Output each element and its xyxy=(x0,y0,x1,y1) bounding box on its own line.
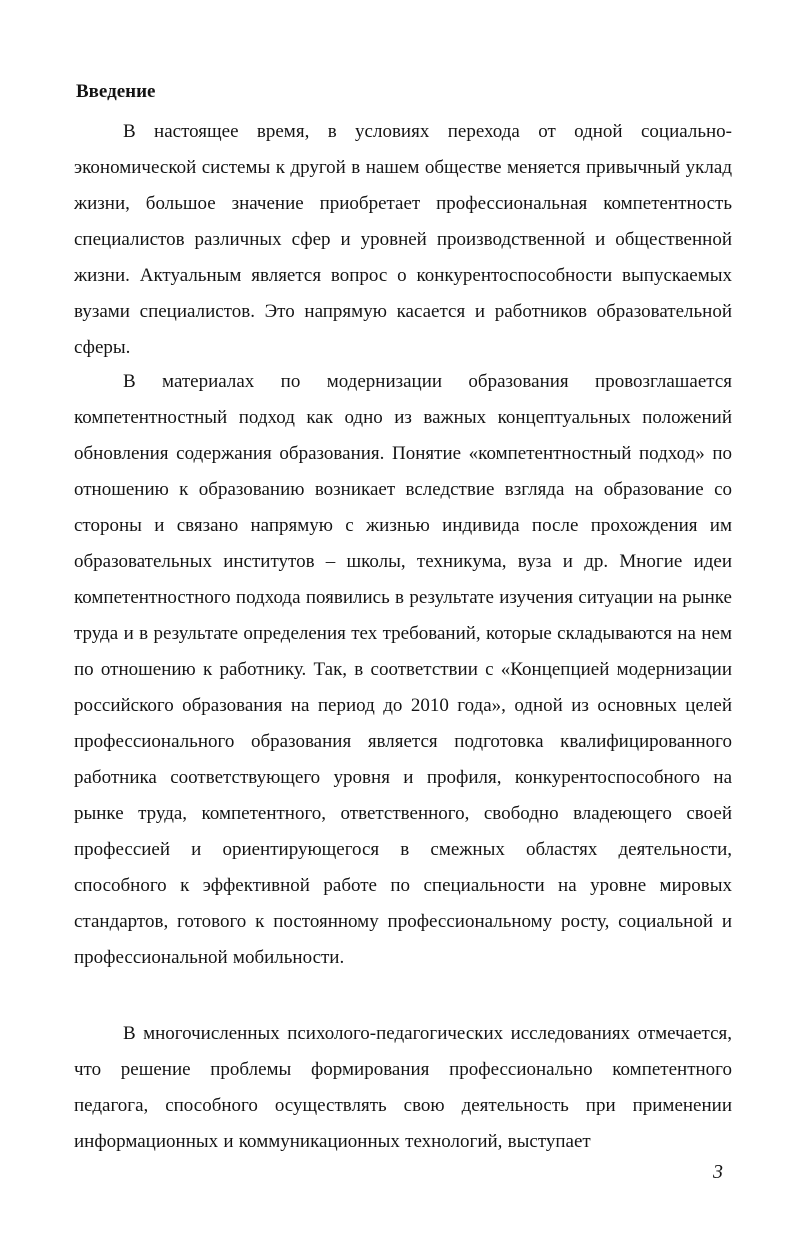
page-number: 3 xyxy=(713,1161,723,1183)
section-heading: Введение xyxy=(76,81,156,102)
paragraph-1: В настоящее время, в условиях перехода от одной социально-экономической системы к другой в нашем обществе меняется привычный уклад жизни, большое значение приобретает профессиональная компетентность специалистов различных сфер и уровней производственной и общественной жизни. Актуальным является вопрос о конкурентоспособности выпускаемых вузами специалистов. Это напрямую касается и работников образовательной сферы. xyxy=(74,121,732,358)
paragraph-3: В многочисленных психолого-педагогических исследованиях отмечается, что решение проблемы формирования профессионально компетентного педагога, способного осуществлять свою деятельность при применении информационных и коммуникационных технологий, выступает xyxy=(74,1023,732,1152)
paragraph-2: В материалах по модернизации образования провозглашается компетентностный подход как одно из важных концептуальных положений обновления содержания образования. Понятие «компетентностный подход» по отношению к образованию возникает вследствие взгляда на образование со стороны и связано напрямую с жизнью индивида после прохождения им образовательных институтов – школы, техникума, вуза и др. Многие идеи компетентностного подхода появились в результате изучения ситуации на рынке труда и в результате определения тех требований, которые складываются на нем по отношению к работнику. Так, в соответствии с «Концепцией модернизации российского образования на период до 2010 года», одной из основных целей профессионального образования является подготовка квалифицированного работника соответствующего уровня и профиля, конкурентоспособного на рынке труда, компетентного, ответственного, свободно владеющего своей профессией и ориентирующегося в смежных областях деятельности, способного к эффективной работе по специальности на уровне мировых стандартов, готового к постоянному профессиональному росту, социальной и профессиональной мобильности. xyxy=(74,371,732,968)
